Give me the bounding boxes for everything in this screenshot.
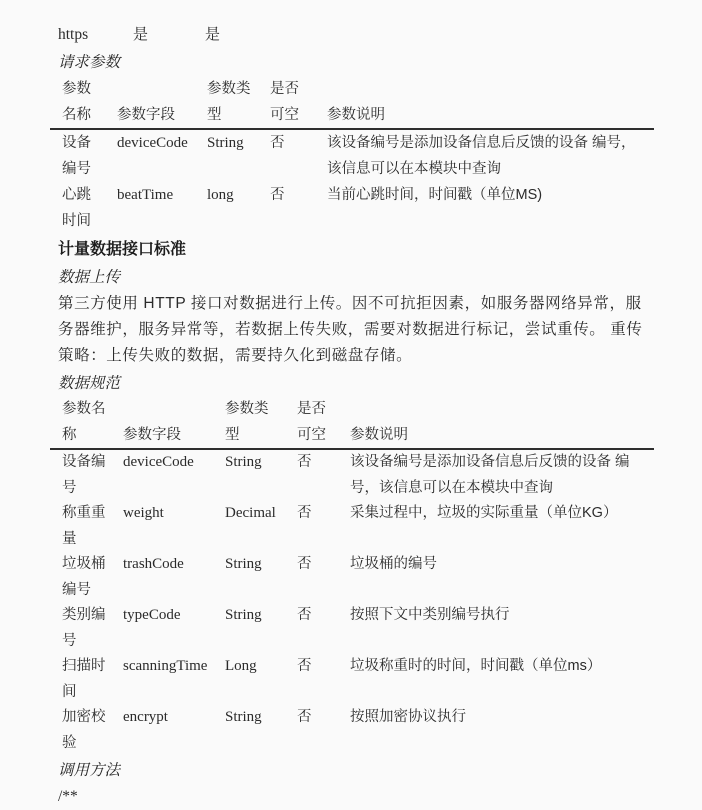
table-row-scanningTime [50,654,654,705]
param-type-cell: String [225,709,262,725]
header-param-type: 参数类型 [207,81,251,123]
param-desc-cell: 该设备编号是添加设备信息后反馈的设备 编号，该信息可以在本模块中查询 [327,135,636,177]
param-desc-cell: 垃圾桶的编号 [350,556,437,572]
param-desc-cell: 按照加密协议执行 [350,709,466,725]
param-name-cell: 类别编号 [62,607,106,649]
param-field-cell: typeCode [123,607,181,623]
protocol-value: https [58,26,89,43]
header-param-field: 参数字段 [123,426,181,443]
param-field-cell: deviceCode [117,135,188,151]
param-type-cell: String [225,556,262,572]
param-type-cell: long [207,187,234,203]
nullable-cell: 否 [297,658,312,674]
nullable-cell: 否 [297,556,312,572]
remnant-cell: 是 [133,26,149,43]
param-name-cell: 垃圾桶编号 [62,556,106,598]
param-field-cell: scanningTime [123,658,208,674]
nullable-cell: 否 [297,607,312,623]
header-nullable: 是否可空 [270,81,299,123]
nullable-cell: 否 [270,187,285,203]
table-row-deviceCode [50,450,654,501]
param-field-cell: beatTime [117,187,174,203]
nullable-cell: 否 [297,454,312,470]
header-param-desc: 参数说明 [350,426,408,443]
protocol-remnant-row [58,22,702,48]
param-name-cell: 称重重量 [62,505,106,547]
subsection-heading-data-upload: 数据上传 [58,269,121,286]
param-name-cell: 设备编号 [62,454,106,496]
table-row-typeCode [50,603,654,654]
code-comment-start: /** [58,788,78,805]
header-param-desc: 参数说明 [327,107,385,123]
param-field-cell: deviceCode [123,454,194,470]
param-desc-cell: 垃圾称重时的时间，时间戳（单位ms） [350,658,602,674]
section-heading-metering-standard: 计量数据接口标准 [58,241,187,258]
table-row-encrypt [50,705,654,756]
request-params-table [50,76,654,234]
header-param-name: 参数名称 [62,401,106,443]
data-spec-table [50,397,654,756]
param-type-cell: String [225,454,262,470]
param-field-cell: trashCode [123,556,184,572]
param-type-cell: String [225,607,262,623]
param-desc-cell: 该设备编号是添加设备信息后反馈的设备 编号，该信息可以在本模块中查询 [350,454,630,496]
section-heading-invocation: 调用方法 [58,762,121,779]
table-header-row [50,397,654,450]
param-name-cell: 扫描时间 [62,658,106,700]
remnant-cell: 是 [205,26,221,43]
subsection-heading-data-spec: 数据规范 [58,375,121,392]
param-name-cell: 加密校验 [62,709,106,751]
param-type-cell: Long [225,658,257,674]
table-row-deviceCode [50,130,654,182]
nullable-cell: 否 [297,505,312,521]
header-param-name: 参数名称 [62,81,91,123]
param-desc-cell: 当前心跳时间，时间戳（单位MS) [327,187,543,203]
param-desc-cell: 采集过程中，垃圾的实际重量（单位KG） [350,505,618,521]
nullable-cell: 否 [297,709,312,725]
param-field-cell: encrypt [123,709,168,725]
param-field-cell: weight [123,505,164,521]
header-nullable: 是否可空 [297,401,326,443]
nullable-cell: 否 [270,135,285,151]
table-row-trashCode [50,552,654,603]
param-name-cell: 设备编号 [62,135,91,177]
table-row-weight [50,501,654,552]
param-name-cell: 心跳时间 [62,187,91,229]
param-type-cell: String [207,135,244,151]
data-upload-paragraph: 第三方使用 HTTP 接口对数据进行上传。因不可抗拒因素，如服务器网络异常，服务器维护，服务异常等，若数据上传失败，需要对数据进行标记，尝试重传。 重传策略：上传失败的数据，需要持久化到磁盘存储。 [58,295,643,364]
section-heading-request-params: 请求参数 [58,54,121,71]
header-param-type: 参数类型 [225,401,269,443]
table-row-beatTime [50,182,654,234]
param-desc-cell: 按照下文中类别编号执行 [350,607,510,623]
param-type-cell: Decimal [225,505,276,521]
table-header-row [50,76,654,130]
header-param-field: 参数字段 [117,107,175,123]
